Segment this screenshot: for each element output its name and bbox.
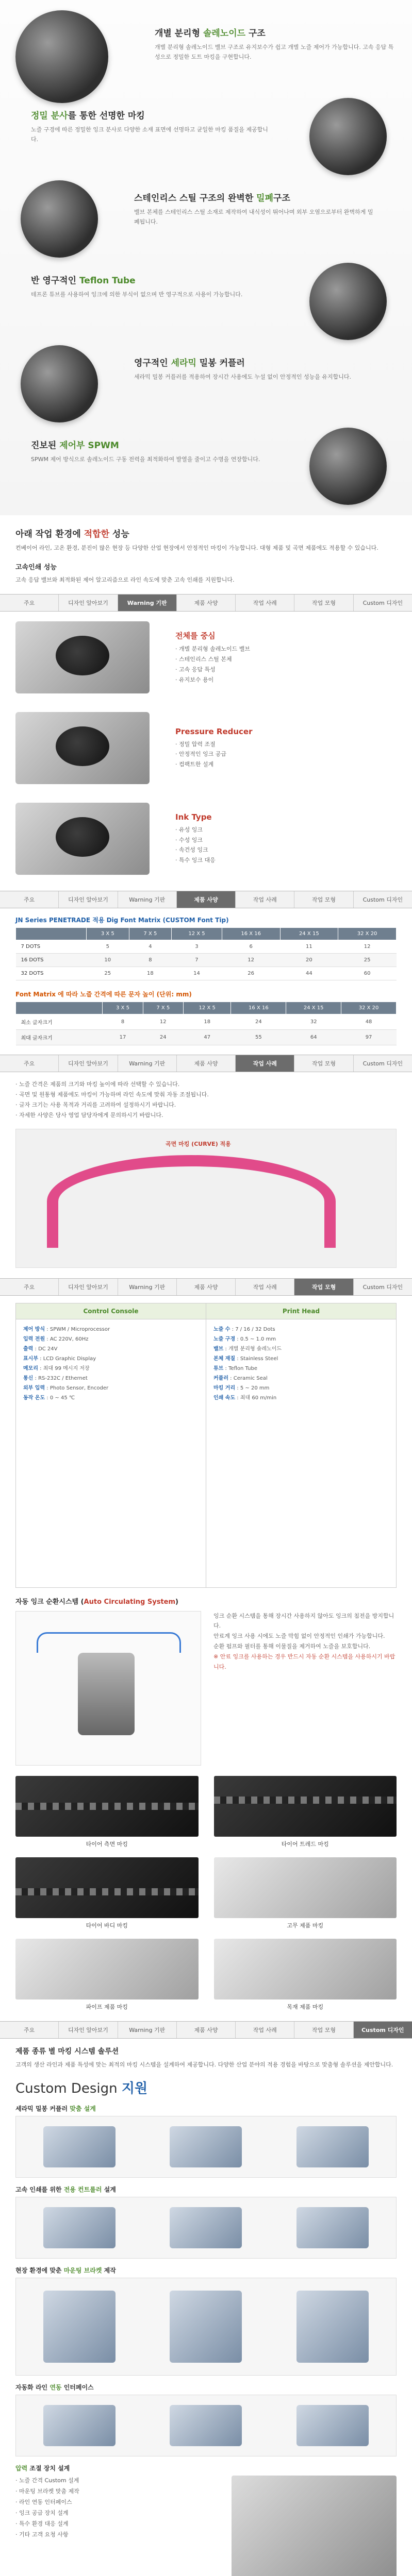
hero-desc-2: 노즐 구경에 따른 정밀한 잉크 분사로 다양한 소재 표면에 선명하고 균일한 마킹 품질을 제공합니다.	[31, 126, 268, 143]
print-head-column	[206, 1303, 396, 1587]
part-drawing	[43, 2207, 116, 2248]
spec-line: 표시부 : LCD Graphic Display	[23, 1355, 96, 1362]
tab-model[interactable]: 작업 모형	[294, 891, 353, 908]
tab-overview[interactable]: 주요	[0, 1279, 59, 1295]
table-header: 7 X 5	[129, 928, 172, 940]
spec-line: 노즐 수 : 7 / 16 / 32 Dots	[213, 1326, 275, 1332]
tab-custom[interactable]: Custom 디자인	[362, 600, 403, 607]
table-row	[16, 967, 397, 980]
rubber-product-photo	[214, 1857, 397, 1918]
tab-overview[interactable]: 주요	[0, 2022, 59, 2038]
part-drawing	[170, 2207, 242, 2248]
spec-line: 마킹 거리 : 5 ~ 20 mm	[213, 1385, 270, 1391]
table-cell: 32 DOTS	[16, 967, 87, 980]
custom-section-image	[15, 2116, 397, 2178]
list-item: · 라인 연동 인터페이스	[15, 2499, 72, 2506]
note-item: · 곡면 및 원통형 제품에도 마킹이 가능하며 라인 속도에 맞춰 자동 조절됩니다.	[15, 1091, 209, 1098]
table-cell: 32	[286, 1014, 341, 1030]
tab-bar-5	[0, 2021, 412, 2039]
table-header: 12 X 5	[172, 928, 222, 940]
table-header	[16, 1002, 103, 1014]
custom-section-title: 현장 환경에 맞춘 마운팅 브라켓 제작	[15, 2267, 116, 2275]
tab-spec[interactable]: 제품 사양	[177, 2022, 236, 2038]
hero-title-1: 개별 분리형 솔레노이드 구조	[155, 28, 266, 39]
product-block-2	[15, 709, 397, 787]
ink-type-image	[15, 803, 150, 875]
part-drawing	[296, 2405, 369, 2446]
tab-bar-1	[0, 594, 412, 612]
spec-columns	[15, 1303, 397, 1588]
part-drawing	[296, 2126, 369, 2167]
ceramic-coupler-photo	[21, 345, 98, 422]
list-item: · 노즐 간격 Custom 설계	[15, 2477, 79, 2484]
pipe-product-photo	[15, 1939, 199, 1999]
table-header-row	[16, 1002, 397, 1014]
tab-design[interactable]: 디자인 알아보기	[59, 595, 118, 611]
spec-line: 노즐 구경 : 0.5 ~ 1.0 mm	[213, 1336, 276, 1342]
tab-warning[interactable]: Warning 기판	[118, 595, 177, 611]
custom-design-heading: Custom Design 지원	[15, 2081, 148, 2097]
list-item: · 마운팅 브라켓 맞춤 제작	[15, 2488, 79, 2495]
hero-desc-3: 밸브 본체를 스테인리스 스틸 소재로 제작하여 내식성이 뛰어나며 외부 오염으로부터 완벽하게 밀폐됩니다.	[134, 209, 373, 225]
hero-row-1	[0, 15, 412, 93]
note-item: · 자세한 사양은 당사 영업 담당자에게 문의하시기 바랍니다.	[15, 1111, 163, 1118]
table-cell: 16 DOTS	[16, 954, 87, 967]
part-drawing	[296, 2291, 369, 2363]
part-drawing	[43, 2126, 116, 2167]
product-feature: · 스테인리스 스틸 본체	[175, 656, 232, 663]
product-feature: · 개별 분리형 솔레노이드 밸브	[175, 646, 250, 653]
hero-section	[0, 0, 412, 515]
table-cell: 4	[129, 940, 172, 954]
table-cell: 60	[338, 967, 397, 980]
list-item: · 특수 환경 대응 설계	[15, 2520, 69, 2527]
table-row	[16, 954, 397, 967]
hero-desc-1: 개별 분리형 솔레노이드 밸브 구조로 유지보수가 쉽고 개별 노즐 제어가 가능합니다. 고속 응답 특성으로 정밀한 도트 마킹을 구현합니다.	[155, 44, 394, 60]
tab-model[interactable]: 작업 모형	[294, 2022, 353, 2038]
gallery-caption: 파이프 제품 마킹	[86, 2003, 128, 2010]
circulation-pipe	[37, 1632, 181, 1653]
tab-design[interactable]: 디자인 알아보기	[59, 891, 118, 908]
tab-cases[interactable]: 작업 사례	[236, 1279, 294, 1295]
tab-design[interactable]: 디자인 알아보기	[59, 1055, 118, 1072]
table-cell: 8	[103, 1014, 143, 1030]
gallery-caption: 타이어 측면 마킹	[86, 1840, 128, 1848]
product-feature: · 컴팩트한 설계	[175, 761, 214, 768]
table-header: 3 X 5	[103, 1002, 143, 1014]
table-cell: 97	[341, 1030, 397, 1045]
table-cell: 24	[143, 1030, 183, 1045]
custom-section-image	[15, 2395, 397, 2456]
tire-tread-photo	[214, 1776, 397, 1837]
product-feature: · 정밀 압력 조절	[175, 740, 216, 748]
solenoid-photo	[15, 10, 108, 103]
intro-sub-desc: 고속 응답 밸브와 최적화된 제어 알고리즘으로 라인 속도에 맞춘 고속 인쇄를 지원합니다.	[15, 576, 235, 583]
control-console-column	[16, 1303, 206, 1587]
table-cell: 20	[280, 954, 338, 967]
custom-section-image	[15, 2197, 397, 2259]
table-row	[16, 1030, 397, 1045]
spec-line: 메모리 : 최대 99 메시지 저장	[23, 1365, 90, 1371]
table1-caption: JN Series PENETRADE 적용 Dig Font Matrix (CUSTOM Font Tip)	[15, 917, 229, 924]
custom-section-image	[15, 2278, 397, 2376]
hero-title-6: 진보된 제어부 SPWM	[31, 440, 119, 451]
table-cell: 44	[280, 967, 338, 980]
intro-desc: 컨베이어 라인, 고온 환경, 분진이 많은 현장 등 다양한 산업 현장에서 안정적인 마킹이 가능합니다. 대형 제품 및 곡면 제품에도 적용할 수 있습니다.	[15, 545, 378, 551]
table-cell: 7 DOTS	[16, 940, 87, 954]
tab-model[interactable]: 작업 모형	[294, 1279, 353, 1295]
tab-warning[interactable]: Warning 기판	[118, 2022, 177, 2038]
hero-row-4	[0, 263, 412, 340]
spec-line: 밸브 : 개별 분리형 솔레노이드	[213, 1346, 282, 1352]
tab-bar-3	[0, 1055, 412, 1072]
intro-sub-title: 고속인쇄 성능	[15, 563, 57, 571]
table-cell: 25	[86, 967, 129, 980]
spec-line: 동작 온도 : 0 ~ 45 ℃	[23, 1395, 75, 1401]
table-cell: 12	[143, 1014, 183, 1030]
part-drawing	[296, 2207, 369, 2248]
part-drawing	[43, 2405, 116, 2446]
tab-warning[interactable]: Warning 기판	[118, 1055, 177, 1072]
tire-body-photo	[15, 1857, 199, 1918]
table-header	[16, 928, 87, 940]
table-cell: 26	[222, 967, 280, 980]
tab-model[interactable]: 작업 모형	[294, 1055, 353, 1072]
spec-line: 튜브 : Teflon Tube	[213, 1365, 257, 1371]
tab-spec[interactable]: 제품 사양	[177, 1279, 236, 1295]
table-cell: 14	[172, 967, 222, 980]
table-cell: 55	[231, 1030, 286, 1045]
custom-section-title: 자동화 라인 연동 인터페이스	[15, 2384, 94, 2392]
curve-marking-illustration	[15, 1129, 397, 1268]
tab-warning[interactable]: Warning 기판	[118, 891, 177, 908]
table-cell: 5	[86, 940, 129, 954]
spec-line: 인쇄 속도 : 최대 60 m/min	[213, 1395, 277, 1401]
char-height-table	[15, 1002, 397, 1045]
tab-custom[interactable]: Custom 디자인	[362, 1060, 403, 1067]
table-cell: 최대 글자크기	[16, 1030, 103, 1045]
table-header: 24 X 15	[286, 1002, 341, 1014]
final-box	[15, 2476, 397, 2576]
product-feature: · 수성 잉크	[175, 836, 203, 843]
tab-model[interactable]: 작업 모형	[294, 595, 353, 611]
tab-warning[interactable]: Warning 기판	[118, 1279, 177, 1295]
spec-line: 커플러 : Ceramic Seal	[213, 1375, 268, 1381]
notes-list	[15, 1079, 397, 1120]
gallery-caption: 타이어 바디 마킹	[86, 1922, 128, 1929]
table-header: 7 X 5	[143, 1002, 183, 1014]
table-cell: 최소 글자크기	[16, 1014, 103, 1030]
ink-tank	[78, 1653, 135, 1735]
hero-row-3	[0, 180, 412, 258]
list-item: · 기타 고객 요청 사항	[15, 2531, 69, 2538]
tab-custom[interactable]: Custom 디자인	[354, 2022, 412, 2038]
table-cell: 12	[338, 940, 397, 954]
table-cell: 18	[129, 967, 172, 980]
spec-line: 제어 방식 : SPWM / Microprocessor	[23, 1326, 110, 1332]
hero-row-5	[0, 345, 412, 422]
gallery-item	[214, 1776, 397, 1848]
hero-title-4: 반 영구적인 Teflon Tube	[31, 276, 136, 286]
tab-overview[interactable]: 주요	[0, 1055, 59, 1072]
table-header: 32 X 20	[338, 928, 397, 940]
teflon-tube-photo	[309, 263, 387, 340]
table-cell: 6	[222, 940, 280, 954]
application-gallery	[15, 1776, 397, 2011]
pressure-reducer-image	[15, 712, 150, 784]
table-header: 16 X 16	[231, 1002, 286, 1014]
tab-bar-2	[0, 891, 412, 908]
table-cell: 25	[338, 954, 397, 967]
table-cell: 3	[172, 940, 222, 954]
tab-cases[interactable]: 작업 사례	[236, 595, 294, 611]
print-head-image	[15, 621, 150, 693]
tab-cases[interactable]: 작업 사례	[236, 2022, 294, 2038]
tire-sidewall-photo	[15, 1776, 199, 1837]
wood-product-photo	[214, 1939, 397, 1999]
curve-arc	[47, 1155, 336, 1248]
product-feature: · 유지보수 용이	[175, 676, 214, 683]
gallery-item	[214, 1857, 397, 1929]
spwm-controller-photo	[309, 428, 387, 505]
table-cell: 12	[222, 954, 280, 967]
circulation-warning: ※ 안료 잉크를 사용하는 경우 반드시 자동 순환 시스템을 사용하시기 바랍니다.	[213, 1653, 395, 1670]
gallery-item	[214, 1939, 397, 2011]
product-name: Ink Type	[175, 812, 212, 822]
table-cell: 24	[231, 1014, 286, 1030]
gallery-caption: 고무 제품 마킹	[287, 1922, 324, 1929]
table-cell: 11	[280, 940, 338, 954]
circulation-desc: 잉크 순환 시스템을 통해 장시간 사용하지 않아도 잉크의 침전을 방지합니다.	[213, 1612, 394, 1630]
table-row	[16, 1014, 397, 1030]
table-header-row	[16, 928, 397, 940]
spec-line: 통신 : RS-232C / Ethernet	[23, 1375, 88, 1381]
custom-section-title: 고속 인쇄를 위한 전용 컨트롤러 설계	[15, 2186, 116, 2194]
product-block-3	[15, 800, 397, 877]
column-header: Print Head	[206, 1303, 396, 1319]
product-block-1	[15, 619, 397, 696]
gallery-item	[15, 1939, 199, 2011]
note-item: · 글자 크기는 사용 목적과 거리를 고려하여 설정하시기 바랍니다.	[15, 1101, 176, 1108]
list-item: · 잉크 공급 장치 설계	[15, 2509, 69, 2516]
table-header: 16 X 16	[222, 928, 280, 940]
product-name: Pressure Reducer	[175, 726, 253, 736]
product-feature: · 고속 응답 특성	[175, 666, 216, 673]
hero-desc-6: SPWM 제어 방식으로 솔레노이드 구동 전력을 최적화하여 발열을 줄이고 수명을 연장합니다.	[31, 456, 260, 463]
hero-title-5: 영구적인 세라믹 밀봉 커플러	[134, 358, 245, 368]
custom-section-title: 압력 조절 장치 설계	[15, 2465, 70, 2472]
table-header: 24 X 15	[280, 928, 338, 940]
hero-desc-5: 세라믹 밀봉 커플러를 적용하여 장시간 사용에도 누설 없이 안정적인 성능을 유지합니다.	[134, 374, 351, 380]
part-drawing	[170, 2291, 242, 2363]
nozzle-photo	[309, 98, 387, 175]
tab-spec[interactable]: 제품 사양	[177, 1055, 236, 1072]
illus-label: 곡면 마킹 (CURVE) 적용	[166, 1140, 231, 1147]
spec-line: 입력 전원 : AC 220V, 60Hz	[23, 1336, 89, 1342]
table-cell: 47	[183, 1030, 231, 1045]
tab-custom[interactable]: Custom 디자인	[362, 1283, 403, 1291]
spec-line: 외부 입력 : Photo Sensor, Encoder	[23, 1385, 109, 1391]
hero-row-6	[0, 428, 412, 505]
note-item: · 노즐 간격은 제품의 크기와 마킹 높이에 따라 선택할 수 있습니다.	[15, 1081, 180, 1088]
tab-custom[interactable]: Custom 디자인	[362, 896, 403, 904]
product-feature: · 속건성 잉크	[175, 846, 208, 854]
circulation-title: 자동 잉크 순환시스템 (Auto Circulating System)	[15, 1598, 178, 1606]
table-cell: 8	[129, 954, 172, 967]
hero-title-2: 정밀 분사를 통한 선명한 마킹	[31, 111, 145, 121]
custom-device-photo	[232, 2476, 397, 2576]
part-drawing	[43, 2291, 116, 2363]
product-feature: · 안정적인 잉크 공급	[175, 751, 226, 758]
tab-spec[interactable]: 제품 사양	[177, 891, 236, 908]
hero-row-2	[0, 98, 412, 175]
gallery-caption: 목재 제품 마킹	[287, 2003, 324, 2010]
circulation-section	[15, 1611, 397, 1766]
custom-intro-desc: 고객의 생산 라인과 제품 특성에 맞는 최적의 마킹 시스템을 설계하여 제공합니다. 다양한 산업 분야의 적용 경험을 바탕으로 맞춤형 솔루션을 제안합니다.	[15, 2061, 393, 2068]
circulation-desc: 순환 펌프와 필터를 통해 이물질을 제거하여 노즐을 보호합니다.	[213, 1642, 371, 1650]
table2-caption: Font Matrix 에 따라 노즐 간격에 따른 문자 높이 (단위: mm)	[15, 991, 192, 998]
table-header: 12 X 5	[183, 1002, 231, 1014]
product-feature: · 특수 잉크 대응	[175, 857, 216, 864]
part-drawing	[170, 2126, 242, 2167]
spec-line: 출력 : DC 24V	[23, 1346, 58, 1352]
table-header: 32 X 20	[341, 1002, 397, 1014]
hero-desc-4: 테프론 튜브를 사용하여 잉크에 의한 부식이 없으며 반 영구적으로 사용이 가능합니다.	[31, 291, 243, 298]
tab-cases[interactable]: 작업 사례	[236, 1055, 294, 1072]
table-row	[16, 940, 397, 954]
tab-bar-4	[0, 1278, 412, 1296]
circulation-diagram	[15, 1611, 201, 1766]
custom-feature-list	[15, 2476, 221, 2540]
gallery-item	[15, 1857, 199, 1929]
spec-line: 본체 재질 : Stainless Steel	[213, 1355, 278, 1362]
product-feature: · 유성 잉크	[175, 826, 203, 833]
table-cell: 18	[183, 1014, 231, 1030]
table-header: 3 X 5	[86, 928, 129, 940]
table-cell: 64	[286, 1030, 341, 1045]
tab-overview[interactable]: 주요	[0, 595, 59, 611]
font-matrix-table	[15, 927, 397, 980]
table-cell: 10	[86, 954, 129, 967]
tab-overview[interactable]: 주요	[0, 891, 59, 908]
column-header: Control Console	[16, 1303, 206, 1319]
custom-intro-title: 제품 종류 별 마킹 시스템 솔루션	[15, 2047, 119, 2056]
hero-title-3: 스테인리스 스틸 구조의 완벽한 밀폐구조	[134, 193, 290, 204]
tab-cases[interactable]: 작업 사례	[236, 891, 294, 908]
table-cell: 17	[103, 1030, 143, 1045]
part-drawing	[170, 2405, 242, 2446]
steel-body-photo	[21, 180, 98, 258]
custom-section-title: 세라믹 밀봉 커플러 맞춤 설계	[15, 2105, 96, 2113]
table-cell: 7	[172, 954, 222, 967]
gallery-item	[15, 1776, 199, 1848]
product-name: 전체를 중심	[175, 631, 216, 641]
tab-design[interactable]: 디자인 알아보기	[59, 1279, 118, 1295]
tab-design[interactable]: 디자인 알아보기	[59, 2022, 118, 2038]
tab-spec[interactable]: 제품 사양	[177, 595, 236, 611]
circulation-desc: 안료계 잉크 사용 시에도 노즐 막힘 없이 안정적인 인쇄가 가능합니다.	[213, 1633, 385, 1640]
intro-title: 아래 작업 환경에 적합한 성능	[15, 529, 129, 539]
gallery-caption: 타이어 트레드 마킹	[281, 1840, 329, 1848]
table-cell: 48	[341, 1014, 397, 1030]
